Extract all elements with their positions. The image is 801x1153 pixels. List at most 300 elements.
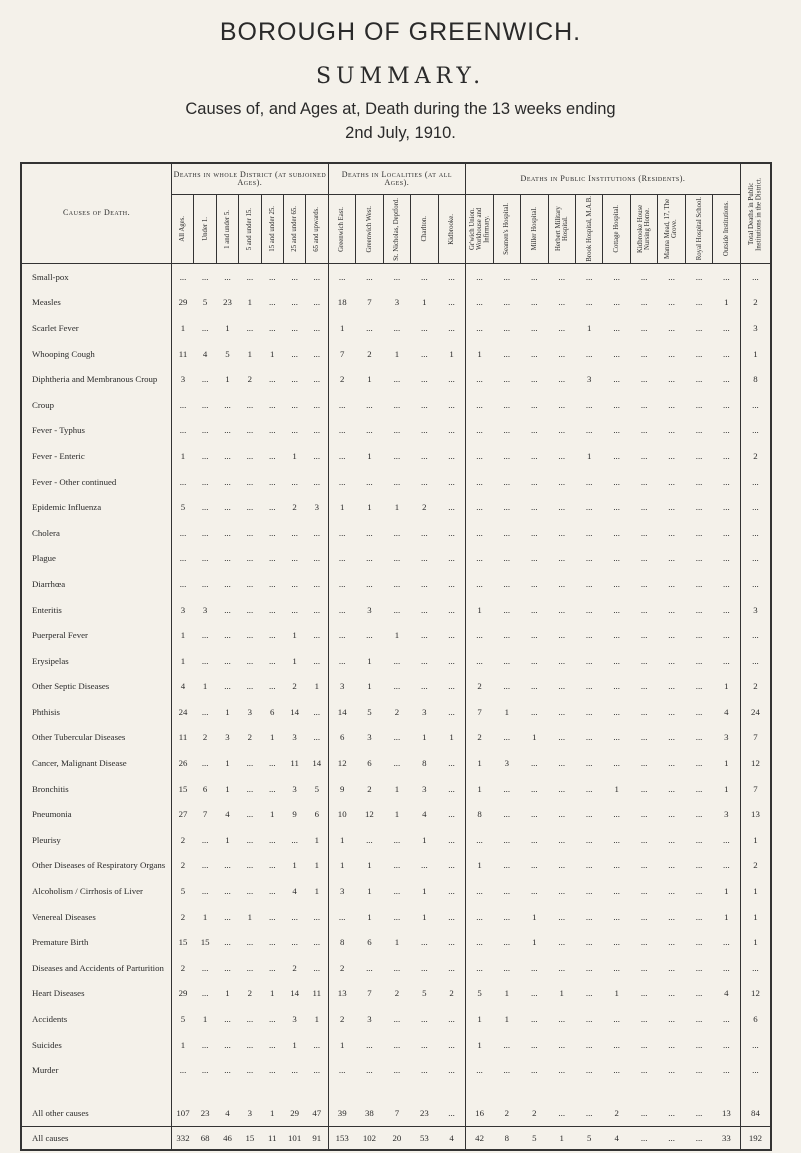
column-header: Under 1. [194,195,216,264]
value-cell: 1 [180,450,186,461]
value-cell: ... [503,322,511,333]
spacer-cell [216,1083,238,1100]
value-cell: 1 [477,783,482,794]
value-cell: ... [740,622,771,648]
value-cell: ... [613,1065,620,1076]
value-cell: ... [476,374,483,385]
value-cell: 1 [306,674,328,700]
value-cell: ... [558,425,566,436]
value-cell: ... [338,527,346,538]
value-cell: ... [530,630,538,641]
value-cell: 16 [475,1107,484,1118]
spacer-cell [21,1083,172,1100]
value-cell: ... [393,1014,401,1025]
value-cell: 14 [337,706,347,717]
value-cell: ... [613,578,620,589]
value-cell: 3 [394,297,400,308]
value-cell: ... [179,425,187,436]
value-cell: ... [668,502,675,513]
table-row [21,801,771,827]
table-row [21,929,771,955]
value-cell: 107 [176,1107,190,1118]
value-cell: ... [224,1039,231,1050]
value-cell: 1 [394,502,400,513]
value-cell: ... [585,732,593,743]
value-cell: 11 [290,758,299,769]
value-cell: ... [268,834,276,845]
value-cell: 2 [740,853,771,879]
value-cell: 3 [740,315,771,341]
value-cell: ... [695,425,703,436]
value-cell: ... [201,374,209,385]
value-cell: ... [246,502,254,513]
value-cell: ... [201,553,209,564]
value-cell: ... [503,604,511,615]
value-cell: 2 [422,502,427,513]
value-cell: 2 [202,732,208,743]
value-cell: ... [268,886,276,897]
value-cell: ... [530,604,538,615]
value-cell: ... [613,1039,620,1050]
value-cell: 2 [532,1107,537,1118]
value-cell: ... [306,725,328,751]
value-cell: ... [713,1057,741,1083]
value-cell: ... [224,399,231,410]
value-cell: ... [558,297,566,308]
value-cell: ... [585,425,593,436]
value-cell: ... [695,834,703,845]
value-cell: ... [306,622,328,648]
value-cell: ... [613,297,620,308]
value-cell: ... [291,322,298,333]
column-header: Greenwich East. [328,195,355,264]
value-cell: ... [668,553,675,564]
value-cell: ... [695,911,703,922]
value-cell: ... [503,962,511,973]
value-cell: ... [695,322,703,333]
value-cell: ... [668,706,675,717]
cause-cell: Phthisis [21,699,172,725]
value-cell: ... [668,655,675,666]
value-cell: ... [695,706,703,717]
value-cell: ... [393,732,401,743]
value-cell: 3 [340,886,345,897]
value-cell: 20 [383,1126,410,1150]
value-cell: ... [503,860,511,871]
value-cell: ... [558,681,566,692]
value-cell: ... [291,271,298,282]
value-cell: ... [558,1014,566,1025]
value-cell: ... [558,809,566,820]
value-cell: ... [530,450,538,461]
column-header: St. Nicholas, Deptford. [383,195,410,264]
cause-cell: Croup [21,392,172,418]
value-cell: ... [668,1039,675,1050]
value-cell: 2 [292,962,297,973]
value-cell: ... [558,758,566,769]
value-cell: ... [713,366,741,392]
value-cell: 1 [270,1107,275,1118]
value-cell: ... [530,322,538,333]
value-cell: 2 [247,988,253,999]
value-cell: 1 [740,341,771,367]
value-cell: ... [503,476,511,487]
value-cell: ... [246,630,254,641]
value-cell: ... [393,374,401,385]
value-cell: ... [613,604,620,615]
value-cell: ... [695,732,703,743]
causes-header: Causes of Death. [21,163,172,264]
value-cell: ... [713,955,741,981]
value-cell: ... [503,1065,511,1076]
value-cell: ... [530,655,538,666]
value-cell: 23 [200,1107,210,1118]
value-cell: ... [558,886,566,897]
value-cell: ... [306,290,328,316]
cause-cell: Diarrhœa [21,571,172,597]
value-cell: ... [668,1014,675,1025]
value-cell: 11 [178,732,188,743]
value-cell: ... [613,399,620,410]
value-cell: ... [585,271,593,282]
column-header: Kidbrooke House Nursing Home. [630,195,657,264]
value-cell: 6 [202,783,208,794]
value-cell: 1 [225,988,230,999]
spacer-cell [740,1083,771,1100]
value-cell: 3 [504,758,509,769]
value-cell: ... [668,809,675,820]
value-cell: ... [585,297,593,308]
spacer-cell [521,1083,548,1100]
value-cell: ... [613,655,620,666]
value-cell: 39 [337,1107,347,1118]
value-cell: 2 [180,962,186,973]
value-cell: ... [530,834,538,845]
value-cell: ... [585,1039,593,1050]
value-cell: ... [585,783,593,794]
value-cell: 5 [180,886,186,897]
value-cell: 7 [202,809,208,820]
value-cell: ... [476,450,483,461]
value-cell: ... [613,476,620,487]
value-cell: ... [640,297,648,308]
value-cell: ... [246,834,254,845]
value-cell: ... [695,604,703,615]
table-row [21,443,771,469]
value-cell: 1 [394,809,400,820]
value-cell: ... [224,911,231,922]
value-cell: ... [640,322,648,333]
value-cell: 2 [340,1014,345,1025]
value-cell: 1 [713,904,741,930]
value-cell: ... [438,1032,466,1058]
value-cell: ... [476,425,483,436]
value-cell: ... [668,527,675,538]
value-cell: ... [530,399,538,410]
value-cell: ... [530,1065,538,1076]
value-cell: ... [713,494,741,520]
column-header: 15 and under 25. [261,195,283,264]
value-cell: 4 [713,699,741,725]
value-cell: ... [476,578,483,589]
value-cell: ... [558,1065,566,1076]
value-cell: 3 [292,1014,297,1025]
value-cell: ... [530,297,538,308]
value-cell: ... [558,553,566,564]
value-cell: 1 [438,341,466,367]
value-cell: ... [558,578,566,589]
value-cell: ... [530,476,538,487]
value-cell: ... [668,1107,675,1118]
value-cell: 38 [365,1107,374,1118]
value-cell: ... [668,988,675,999]
value-cell: ... [224,476,231,487]
value-cell: 24 [740,699,771,725]
value-cell: ... [393,758,401,769]
value-cell: ... [640,681,648,692]
value-cell: 9 [340,783,345,794]
value-cell: 14 [290,706,300,717]
value-cell: ... [179,476,187,487]
value-cell: ... [306,546,328,572]
value-cell: ... [640,1107,648,1118]
value-cell: ... [366,271,373,282]
value-cell: 3 [367,604,372,615]
value-cell: 15 [178,937,188,948]
value-cell: ... [438,904,466,930]
value-cell: ... [268,1039,276,1050]
table-row [21,674,771,700]
cause-cell: Fever - Enteric [21,443,172,469]
table-row [21,520,771,546]
value-cell: ... [421,630,428,641]
value-cell: ... [393,860,401,871]
value-cell: ... [268,374,276,385]
value-cell: 1 [180,1039,186,1050]
value-cell: ... [421,271,428,282]
cause-cell: Diseases and Accidents of Parturition [21,955,172,981]
value-cell: 332 [172,1126,194,1150]
value-cell: 1 [367,681,372,692]
value-cell: ... [306,520,328,546]
value-cell: ... [338,450,346,461]
value-cell: ... [740,571,771,597]
value-cell: ... [246,655,254,666]
value-cell: ... [613,732,620,743]
value-cell: ... [640,988,648,999]
value-cell: ... [503,809,511,820]
cause-cell: Other Diseases of Respiratory Organs [21,853,172,879]
value-cell: ... [268,1014,276,1025]
value-cell: 1 [740,929,771,955]
value-cell: 13 [740,801,771,827]
cause-cell: Scarlet Fever [21,315,172,341]
value-cell: 4 [713,981,741,1007]
spacer-cell [306,1083,328,1100]
value-cell: 7 [340,348,345,359]
value-cell: ... [613,425,620,436]
value-cell: ... [438,955,466,981]
value-cell: ... [530,578,538,589]
value-cell: ... [668,758,675,769]
value-cell: ... [558,834,566,845]
value-cell: ... [558,706,566,717]
value-cell: ... [640,399,648,410]
value-cell: ... [613,937,620,948]
value-cell: 1 [477,1039,482,1050]
value-cell: 1 [247,911,253,922]
value-cell: ... [668,578,675,589]
value-cell: ... [268,425,276,436]
value-cell: ... [558,1039,566,1050]
value-cell: ... [668,834,675,845]
value-cell: 7 [367,988,372,999]
value-cell: ... [438,469,466,495]
value-cell: 1 [532,937,537,948]
value-cell: 6 [367,937,372,948]
value-cell: ... [438,290,466,316]
value-cell: ... [393,399,401,410]
value-cell: ... [366,527,373,538]
value-cell: ... [366,553,373,564]
value-cell: ... [179,399,187,410]
value-cell: ... [179,1065,187,1076]
value-cell: ... [306,469,328,495]
value-cell: ... [338,630,346,641]
table-row [21,418,771,444]
value-cell: ... [476,322,483,333]
value-cell: 1 [504,706,509,717]
table-row [21,597,771,623]
value-cell: ... [393,911,401,922]
value-cell: 1 [740,878,771,904]
value-cell: ... [201,502,209,513]
value-cell: ... [585,937,593,948]
value-cell: ... [179,271,187,282]
value-cell: 4 [603,1126,630,1150]
value-cell: 1 [504,1014,509,1025]
value-cell: 3 [247,706,253,717]
value-cell: ... [558,783,566,794]
table-row [21,878,771,904]
value-cell: ... [306,1057,328,1083]
value-cell: ... [421,937,428,948]
value-cell: ... [585,962,593,973]
value-cell: ... [476,1065,483,1076]
value-cell: ... [421,348,428,359]
value-cell: 1 [422,732,427,743]
value-cell: 1 [225,758,230,769]
value-cell: ... [201,527,209,538]
value-cell: ... [585,399,593,410]
value-cell: ... [558,1107,566,1118]
value-cell: 29 [178,988,188,999]
value-cell: 2 [180,834,186,845]
value-cell: ... [695,450,703,461]
value-cell: 3 [713,725,741,751]
value-cell: ... [713,315,741,341]
value-cell: 23 [419,1107,429,1118]
value-cell: 1 [477,1014,482,1025]
value-cell: ... [558,322,566,333]
spacer-cell [466,1083,493,1100]
value-cell: 3 [367,732,372,743]
value-cell: ... [201,630,209,641]
value-cell: 6 [740,1006,771,1032]
value-cell: ... [585,655,593,666]
value-cell: ... [268,297,276,308]
value-cell: ... [224,502,231,513]
column-header: Royal Hospital School. [685,195,712,264]
spacer-cell [194,1083,216,1100]
value-cell: 1 [247,297,253,308]
value-cell: ... [338,604,346,615]
spacer-cell [411,1083,438,1100]
value-cell: ... [393,527,401,538]
value-cell: ... [503,348,511,359]
value-cell: ... [246,783,254,794]
cause-cell: Puerperal Fever [21,622,172,648]
value-cell: ... [291,553,298,564]
value-cell: ... [713,520,741,546]
value-cell: ... [438,674,466,700]
value-cell: ... [246,553,254,564]
value-cell: ... [201,988,209,999]
value-cell: ... [393,655,401,666]
value-cell: 7 [367,297,372,308]
value-cell: 7 [740,725,771,751]
value-cell: ... [224,527,231,538]
spacer-cell [239,1083,261,1100]
column-header: Kidbrooke. [438,195,466,264]
cause-cell: Other Tubercular Diseases [21,725,172,751]
value-cell: ... [268,527,276,538]
subtitle-line-1: Causes of, and Ages at, Death during the 13 weeks ending [185,100,616,118]
value-cell: 8 [477,809,482,820]
value-cell: 1 [270,809,275,820]
value-cell: 2 [438,981,466,1007]
value-cell: ... [503,783,511,794]
value-cell: ... [438,750,466,776]
value-cell: 1 [340,322,345,333]
value-cell: ... [640,886,648,897]
value-cell: ... [476,886,483,897]
cause-cell: Fever - Typhus [21,418,172,444]
value-cell: ... [613,706,620,717]
value-cell: ... [306,264,328,290]
value-cell: 3 [422,783,427,794]
value-cell: ... [740,494,771,520]
value-cell: ... [668,1065,675,1076]
table-row [21,366,771,392]
table-row [21,1032,771,1058]
value-cell: ... [695,476,703,487]
value-cell: ... [438,315,466,341]
value-cell: ... [713,418,741,444]
value-cell: 1 [225,322,230,333]
value-cell: ... [585,988,593,999]
value-cell: ... [740,955,771,981]
value-cell: ... [658,1126,685,1150]
value-cell: ... [291,578,298,589]
value-cell: 1 [306,827,328,853]
value-cell: 1 [340,860,345,871]
value-cell: 1 [394,630,400,641]
value-cell: ... [640,348,648,359]
value-cell: ... [585,911,593,922]
value-cell: ... [668,681,675,692]
cause-cell: Enteritis [21,597,172,623]
